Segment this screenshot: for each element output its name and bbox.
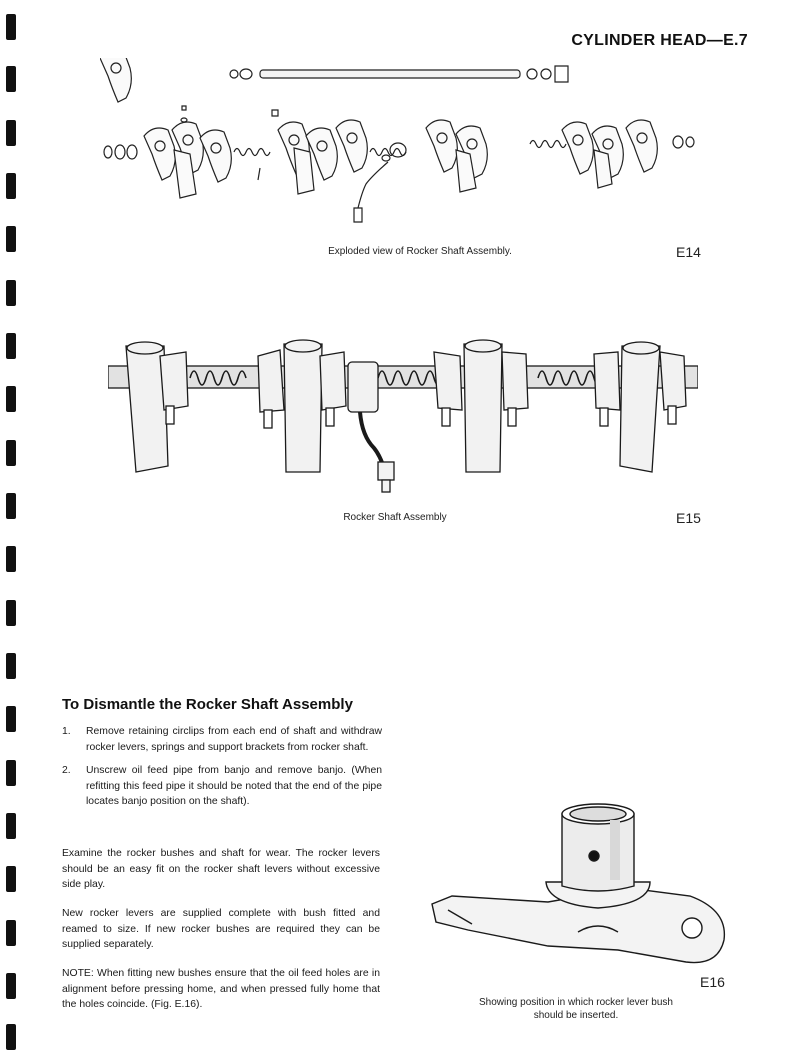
binding-hole: [6, 120, 16, 146]
step-item: [62, 763, 382, 810]
step-number: 1.: [62, 726, 71, 737]
binding-hole: [6, 1024, 16, 1050]
figure-e15-rocker-shaft: [108, 326, 698, 496]
figure-e16-caption-line2: should be inserted.: [533, 1010, 619, 1021]
figure-e16-caption: [446, 996, 706, 1022]
section-title: To Dismantle the Rocker Shaft Assembly: [62, 696, 353, 713]
paragraph-examine: Examine the rocker bushes and shaft for wear. The rocker levers should be an easy fit on the rocker shaft levers without excessive side play.: [62, 848, 380, 890]
binding-hole: [6, 866, 16, 892]
figure-e14-caption: Exploded view of Rocker Shaft Assembly.: [328, 246, 512, 257]
binding-hole: [6, 600, 16, 626]
binding-hole: [6, 546, 16, 572]
binding-hole: [6, 973, 16, 999]
binding-hole: [6, 14, 16, 40]
figure-e14-exploded-view: [100, 58, 700, 238]
binding-hole: [6, 226, 16, 252]
binding-hole: [6, 493, 16, 519]
step-text: Unscrew oil feed pipe from banjo and remove banjo. (When refitting this feed pipe it should be noted that the end of the pipe locates banjo position on the shaft).: [86, 765, 382, 807]
binding-hole: [6, 333, 16, 359]
binding-hole: [6, 386, 16, 412]
figure-e14-number: E14: [676, 244, 701, 260]
binding-hole: [6, 173, 16, 199]
figure-e16-rocker-lever: [428, 800, 728, 970]
step-text: Remove retaining circlips from each end of shaft and withdraw rocker levers, springs and support brackets from rocker shaft.: [86, 726, 382, 753]
figure-e16-caption-line1: Showing position in which rocker lever bush: [479, 997, 673, 1008]
binding-hole: [6, 66, 16, 92]
paragraph-note: NOTE: When fitting new bushes ensure that the oil feed holes are in alignment before pressing home, and when pressed fully home that the holes coincide. (Fig. E.16).: [62, 968, 380, 1010]
figure-e15-number: E15: [676, 510, 701, 526]
figure-e16-number: E16: [700, 974, 725, 990]
binding-hole: [6, 280, 16, 306]
step-list: [62, 724, 382, 818]
step-number: 2.: [62, 765, 71, 776]
page-header: CYLINDER HEAD—E.7: [571, 32, 748, 49]
binding-hole: [6, 653, 16, 679]
binding-hole: [6, 440, 16, 466]
paragraph-new-levers: New rocker levers are supplied complete with bush fitted and reamed to size. If new rocker bushes are required they can be supplied separately.: [62, 908, 380, 950]
step-item: [62, 724, 382, 755]
binding-hole: [6, 760, 16, 786]
binding-hole: [6, 813, 16, 839]
binding-hole: [6, 920, 16, 946]
figure-e15-caption: Rocker Shaft Assembly: [343, 512, 447, 523]
binding-hole: [6, 706, 16, 732]
spiral-binding: [6, 0, 18, 1049]
